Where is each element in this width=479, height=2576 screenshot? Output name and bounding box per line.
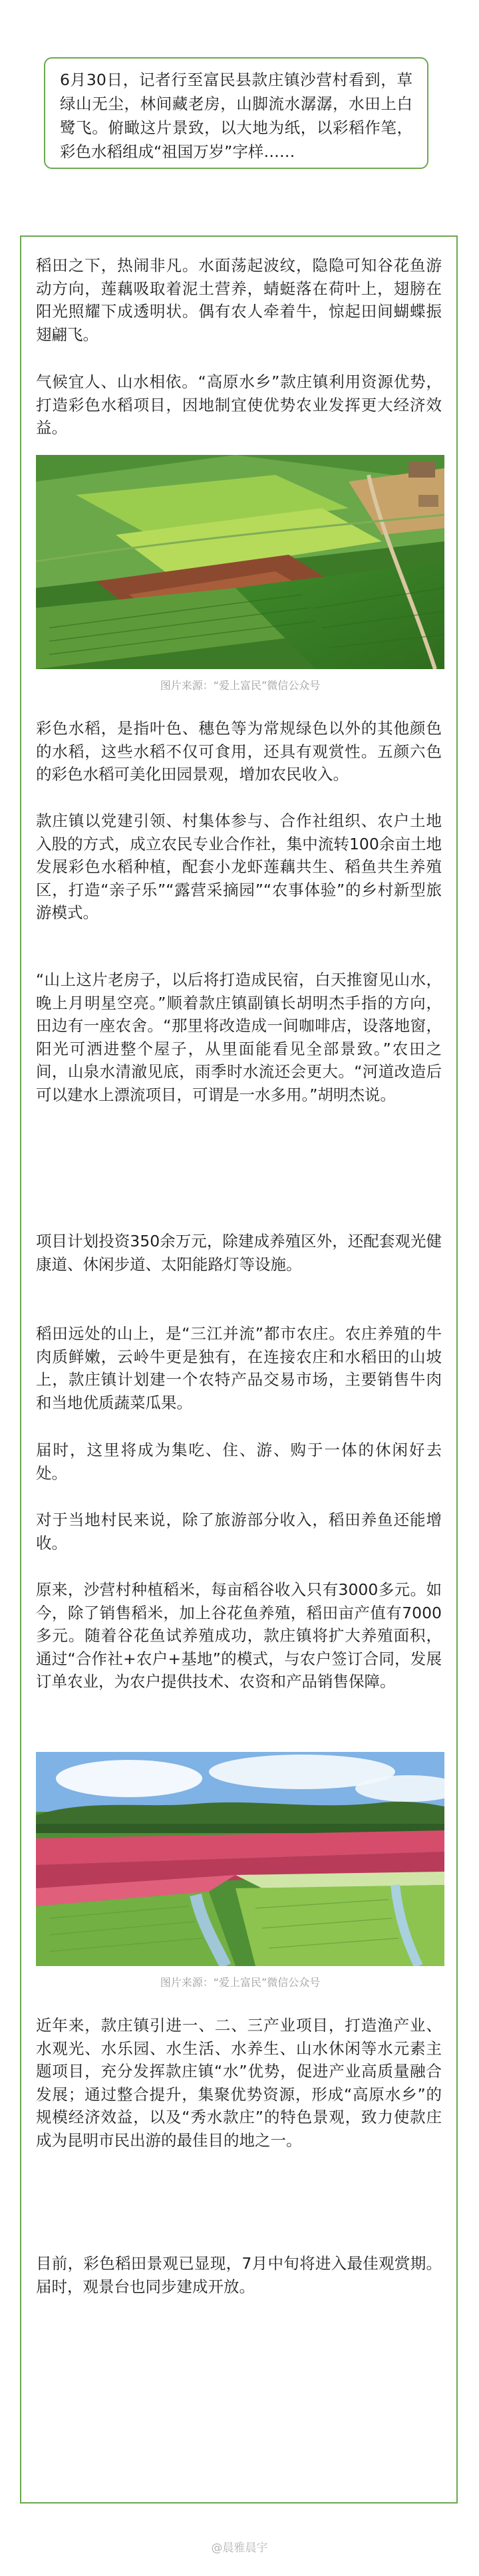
paragraph-10: 原来，沙营村种植稻米，每亩稻谷收入只有3000多元。如今，除了销售稻米，加上谷花鱼养殖，稻田亩产值有7000多元。随着谷花鱼试养殖成功，款庄镇将扩大养殖面积，通过“合作社+农户+基地”的模式，与农户签订合同，发展订单农业，为农户提供技术、农资和产品销售保障。 (36, 1580, 442, 1691)
lead-text: 6月30日，记者行至富民县款庄镇沙营村看到，草绿山无尘，林间藏老房，山脚流水潺潺，水田上白鹭飞。俯瞰这片景致，以大地为纸，以彩稻作笔，彩色水稻组成“祖国万岁”字样…… (60, 71, 412, 161)
paragraph-1: 稻田之下，热闹非凡。水面荡起波纹，隐隐可知谷花鱼游动方向，莲藕吸取着泥土营养，蜻蜓落在荷叶上，翅膀在阳光照耀下成透明状。偶有农人牵着牛，惊起田间蝴蝶振翅翩飞。 (36, 256, 442, 344)
photo-aerial-rice-terraces (36, 455, 444, 669)
paragraph-12: 目前，彩色稻田景观已显现，7月中旬将进入最佳观赏期。届时，观景台也同步建成开放。 (36, 2254, 442, 2296)
paragraph-7: 稻田远处的山上，是“三江并流”都市农庄。农庄养殖的牛肉质鲜嫩，云岭牛更是独有，在连接农庄和水稻田的山坡上，款庄镇计划建一个农特产品交易市场，主要销售牛肉和当地优质蔬菜瓜果。 (36, 1324, 442, 1412)
article-body (20, 235, 458, 2504)
paragraph-11: 近年来，款庄镇引进一、二、三产业项目，打造渔产业、水观光、水乐园、水生活、水养生、山水休闲等水元素主题项目，充分发挥款庄镇“水”优势，促进产业高质量融合发展；通过整合提升，集聚优势资源，形成“高原水乡”的规模经济效益，以及“秀水款庄”的特色景观，致力使款庄成为昆明市民出游的最佳目的地之一。 (36, 2016, 442, 2150)
paragraph-9: 对于当地村民来说，除了旅游部分收入，稻田养鱼还能增收。 (36, 1510, 442, 1552)
paragraph-5: “山上这片老房子，以后将打造成民宿，白天推窗见山水，晚上月明星空亮。”顺着款庄镇副镇长胡明杰手指的方向，田边有一座农舍。“那里将改造成一间咖啡店，设落地窗，阳光可洒进整个屋子，从里面能看见全部景致。”农田之间，山泉水清澈见底，雨季时水流还会更大。“河道改造后可以建水上漂流项目，可谓是一水多用。”胡明杰说。 (36, 970, 442, 1104)
paragraph-3: 彩色水稻，是指叶色、穗色等为常规绿色以外的其他颜色的水稻，这些水稻不仅可食用，还具有观赏性。五颜六色的彩色水稻可美化田园景观，增加农民收入。 (36, 719, 442, 784)
lead-summary-box (44, 57, 428, 169)
paragraph-8: 届时，这里将成为集吃、住、游、购于一体的休闲好去处。 (36, 1441, 442, 1483)
paragraph-4: 款庄镇以党建引领、村集体参与、合作社组织、农户土地入股的方式，成立农民专业合作社，集中流转100余亩土地发展彩色水稻种植，配套小龙虾莲藕共生、稻鱼共生养殖区，打造“亲子乐”“露营采摘园”“农事体验”的乡村新型旅游模式。 (36, 811, 442, 922)
source-watermark: @晨雅晨宇 (211, 2541, 268, 2555)
photo-caption-1: 图片来源：“爱上富民”微信公众号 (160, 679, 321, 692)
paragraph-2: 气候宜人、山水相依。“高原水乡”款庄镇利用资源优势，打造彩色水稻项目，因地制宜使优势农业发挥更大经济效益。 (36, 372, 442, 437)
photo-colored-rice-fields (36, 1752, 444, 1966)
photo-caption-2: 图片来源：“爱上富民”微信公众号 (160, 1976, 321, 1989)
paragraph-6: 项目计划投资350余万元，除建成养殖区外，还配套观光健康道、休闲步道、太阳能路灯等设施。 (36, 1232, 442, 1274)
